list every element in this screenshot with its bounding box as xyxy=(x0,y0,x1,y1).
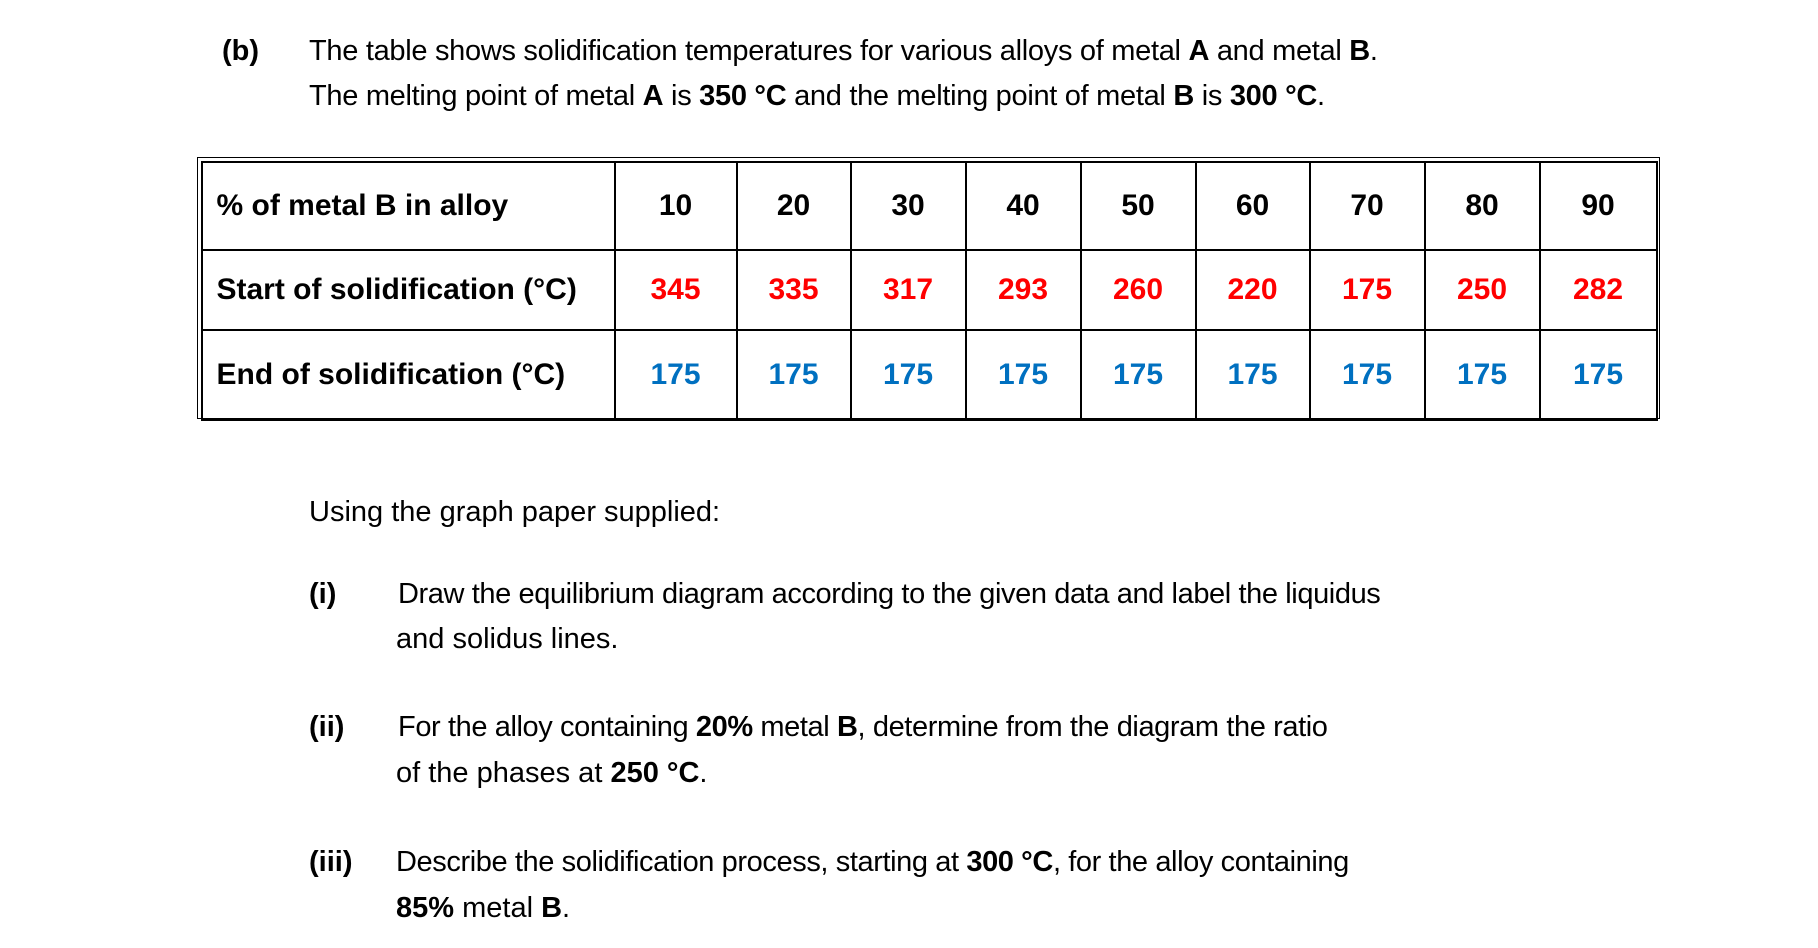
intro-text: and metal xyxy=(1209,35,1350,67)
intro-line-1 xyxy=(309,37,1378,66)
item-text: . xyxy=(699,757,708,789)
metal-b-label: B xyxy=(836,711,858,743)
table-row-start xyxy=(202,250,1657,330)
intro-text: . xyxy=(1369,35,1378,67)
composition-cell: 40 xyxy=(966,162,1081,250)
solidification-table-grid xyxy=(201,161,1658,421)
item-text: . xyxy=(562,892,571,924)
intro-line-2 xyxy=(309,82,1325,111)
composition-20: 20% xyxy=(695,711,753,743)
item-ii-line-1 xyxy=(398,713,1328,742)
solidification-table xyxy=(197,157,1660,419)
item-text: , for the alloy containing xyxy=(1052,846,1349,878)
start-temp-cell: 175 xyxy=(1310,250,1425,330)
end-temp-cell: 175 xyxy=(1425,330,1540,420)
composition-cell: 30 xyxy=(851,162,966,250)
end-temp-cell: 175 xyxy=(966,330,1081,420)
intro-text: The melting point of metal xyxy=(309,80,643,112)
item-iii-line-2 xyxy=(396,894,570,923)
start-temp-cell: 335 xyxy=(737,250,851,330)
item-text: For the alloy containing xyxy=(398,711,696,743)
start-temp-cell: 345 xyxy=(615,250,737,330)
intro-text: is xyxy=(1193,80,1230,112)
metal-b-label: B xyxy=(541,892,563,924)
item-ii-line-2 xyxy=(396,759,707,788)
start-temp-cell: 293 xyxy=(966,250,1081,330)
end-temp-cell: 175 xyxy=(1310,330,1425,420)
item-text: of the phases at xyxy=(396,757,611,789)
row-header-end: End of solidification (°C) xyxy=(202,330,615,420)
start-temp-cell: 282 xyxy=(1540,250,1657,330)
composition-cell: 50 xyxy=(1081,162,1196,250)
item-label-i: (i) xyxy=(309,578,337,610)
start-temp-cell: 250 xyxy=(1425,250,1540,330)
composition-cell: 70 xyxy=(1310,162,1425,250)
item-label-iii: (iii) xyxy=(309,846,353,878)
metal-b-label: B xyxy=(1173,80,1194,112)
composition-cell: 80 xyxy=(1425,162,1540,250)
start-temp-cell: 260 xyxy=(1081,250,1196,330)
item-text: metal xyxy=(752,711,837,743)
table-row-end xyxy=(202,330,1657,420)
item-i-line-1: Draw the equilibrium diagram according to the given data and label the liquidus xyxy=(398,578,1381,610)
end-temp-cell: 175 xyxy=(737,330,851,420)
metal-a-label: A xyxy=(1188,35,1210,67)
instructions-lead: Using the graph paper supplied: xyxy=(309,496,721,528)
item-i-line-2: and solidus lines. xyxy=(396,623,619,655)
intro-text: . xyxy=(1317,80,1325,112)
composition-cell: 20 xyxy=(737,162,851,250)
metal-a-label: A xyxy=(642,80,664,112)
intro-text: The table shows solidification temperatures for various alloys of metal xyxy=(309,35,1189,67)
composition-cell: 60 xyxy=(1196,162,1310,250)
melting-point-a: 350 °C xyxy=(699,80,787,112)
end-temp-cell: 175 xyxy=(615,330,737,420)
table-row-composition xyxy=(202,162,1657,250)
row-header-composition: % of metal B in alloy xyxy=(202,162,615,250)
temperature-250: 250 °C xyxy=(610,757,700,789)
start-temp-cell: 317 xyxy=(851,250,966,330)
intro-text: is xyxy=(663,80,700,112)
melting-point-b: 300 °C xyxy=(1229,80,1318,112)
intro-text: and the melting point of metal xyxy=(786,80,1174,112)
item-text: metal xyxy=(454,892,542,924)
item-text: , determine from the diagram the ratio xyxy=(857,711,1328,743)
end-temp-cell: 175 xyxy=(1196,330,1310,420)
item-label-ii: (ii) xyxy=(309,711,345,743)
start-temp-cell: 220 xyxy=(1196,250,1310,330)
end-temp-cell: 175 xyxy=(851,330,966,420)
metal-b-label: B xyxy=(1349,35,1370,67)
end-temp-cell: 175 xyxy=(1540,330,1657,420)
end-temp-cell: 175 xyxy=(1081,330,1196,420)
composition-85: 85% xyxy=(396,892,455,924)
item-text: Describe the solidification process, starting at xyxy=(396,846,967,878)
composition-cell: 90 xyxy=(1540,162,1657,250)
composition-cell: 10 xyxy=(615,162,737,250)
temperature-300: 300 °C xyxy=(966,846,1053,878)
item-iii-line-1 xyxy=(396,848,1349,877)
part-label: (b) xyxy=(222,35,260,67)
row-header-start: Start of solidification (°C) xyxy=(202,250,615,330)
